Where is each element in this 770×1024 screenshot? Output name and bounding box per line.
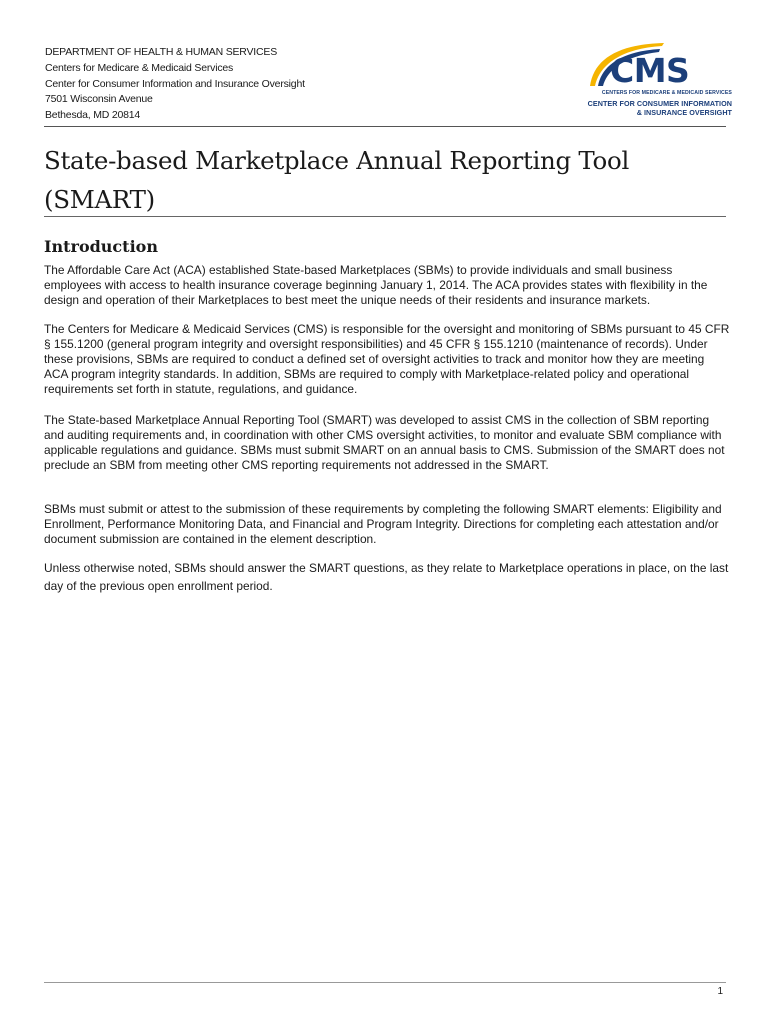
cms-logo-mark [586,40,732,90]
header-divider [44,126,726,127]
address-line-centers: Centers for Medicare & Medicaid Services [45,61,234,74]
paragraph-aca: The Affordable Care Act (ACA) established State-based Marketplaces (SBMs) to provide individuals and small business employees with access to health insurance coverage beginning January 1, 2014. The ACA provides states with flexibility in the design and operation of their Marketplaces to best meet the unique needs of their residents and insurance markets. [44,263,708,308]
paragraph-cms-oversight: The Centers for Medicare & Medicaid Services (CMS) is responsible for the oversight and monitoring of SBMs pursuant to 45 CFR § 155.1200 (general program integrity and oversight responsibilities) and 45 CFR § 155.1210 (maintenance of records). Under these provisions, SBMs are required to conduct a defined set of oversight activities to track and monitor how they are meeting ACA program integrity standards. In addition, SBMs are required to comply with Marketplace-related policy and operational requirements set forth in statute, regulations, and guidance. [44,322,730,397]
section-heading-introduction: Introduction [44,237,158,256]
logo-line-cciio-2: & INSURANCE OVERSIGHT [636,108,732,117]
cms-logo [586,40,732,120]
address-line-city: Bethesda, MD 20814 [45,109,141,122]
page-number: 1 [717,986,723,997]
paragraph-smart-elements: SBMs must submit or attest to the submission of these requirements by completing the following SMART elements: Eligibility and Enrollment, Performance Monitoring Data, and Financial and Program Integrity. Directions for completing each attestation and/or document submission are contained in the element description. [44,502,722,547]
document-title [44,141,734,219]
logo-line-cciio-1: CENTER FOR CONSUMER INFORMATION [587,99,732,108]
footer-divider [44,982,726,983]
document-title-line-2: (SMART) [44,185,155,214]
agency-address-block [45,45,305,124]
paragraph-answer-timing: Unless otherwise noted, SBMs should answer the SMART questions, as they relate to Marketplace operations in place, on the last day of the previous open enrollment period. [44,561,729,593]
address-line-center: Center for Consumer Information and Insurance Oversight [45,77,305,90]
paragraph-smart-purpose: The State-based Marketplace Annual Reporting Tool (SMART) was developed to assist CMS in the collection of SBM reporting and auditing requirements and, in coordination with other CMS oversight activities, to monitor and evaluate SBM compliance with applicable regulations and guidance. SBMs must submit SMART on an annual basis to CMS. Submission of the SMART does not preclude an SBM from meeting other CMS reporting requirements not addressed in the SMART. [44,413,725,473]
logo-wordmark: CMS [610,51,690,90]
title-divider [44,216,726,217]
address-line-department: DEPARTMENT OF HEALTH & HUMAN SERVICES [45,46,278,58]
document-title-line-1: State-based Marketplace Annual Reporting Tool [44,146,629,175]
address-line-street: 7501 Wisconsin Avenue [45,93,153,106]
logo-line-centers: CENTERS FOR MEDICARE & MEDICAID SERVICES [601,90,732,96]
